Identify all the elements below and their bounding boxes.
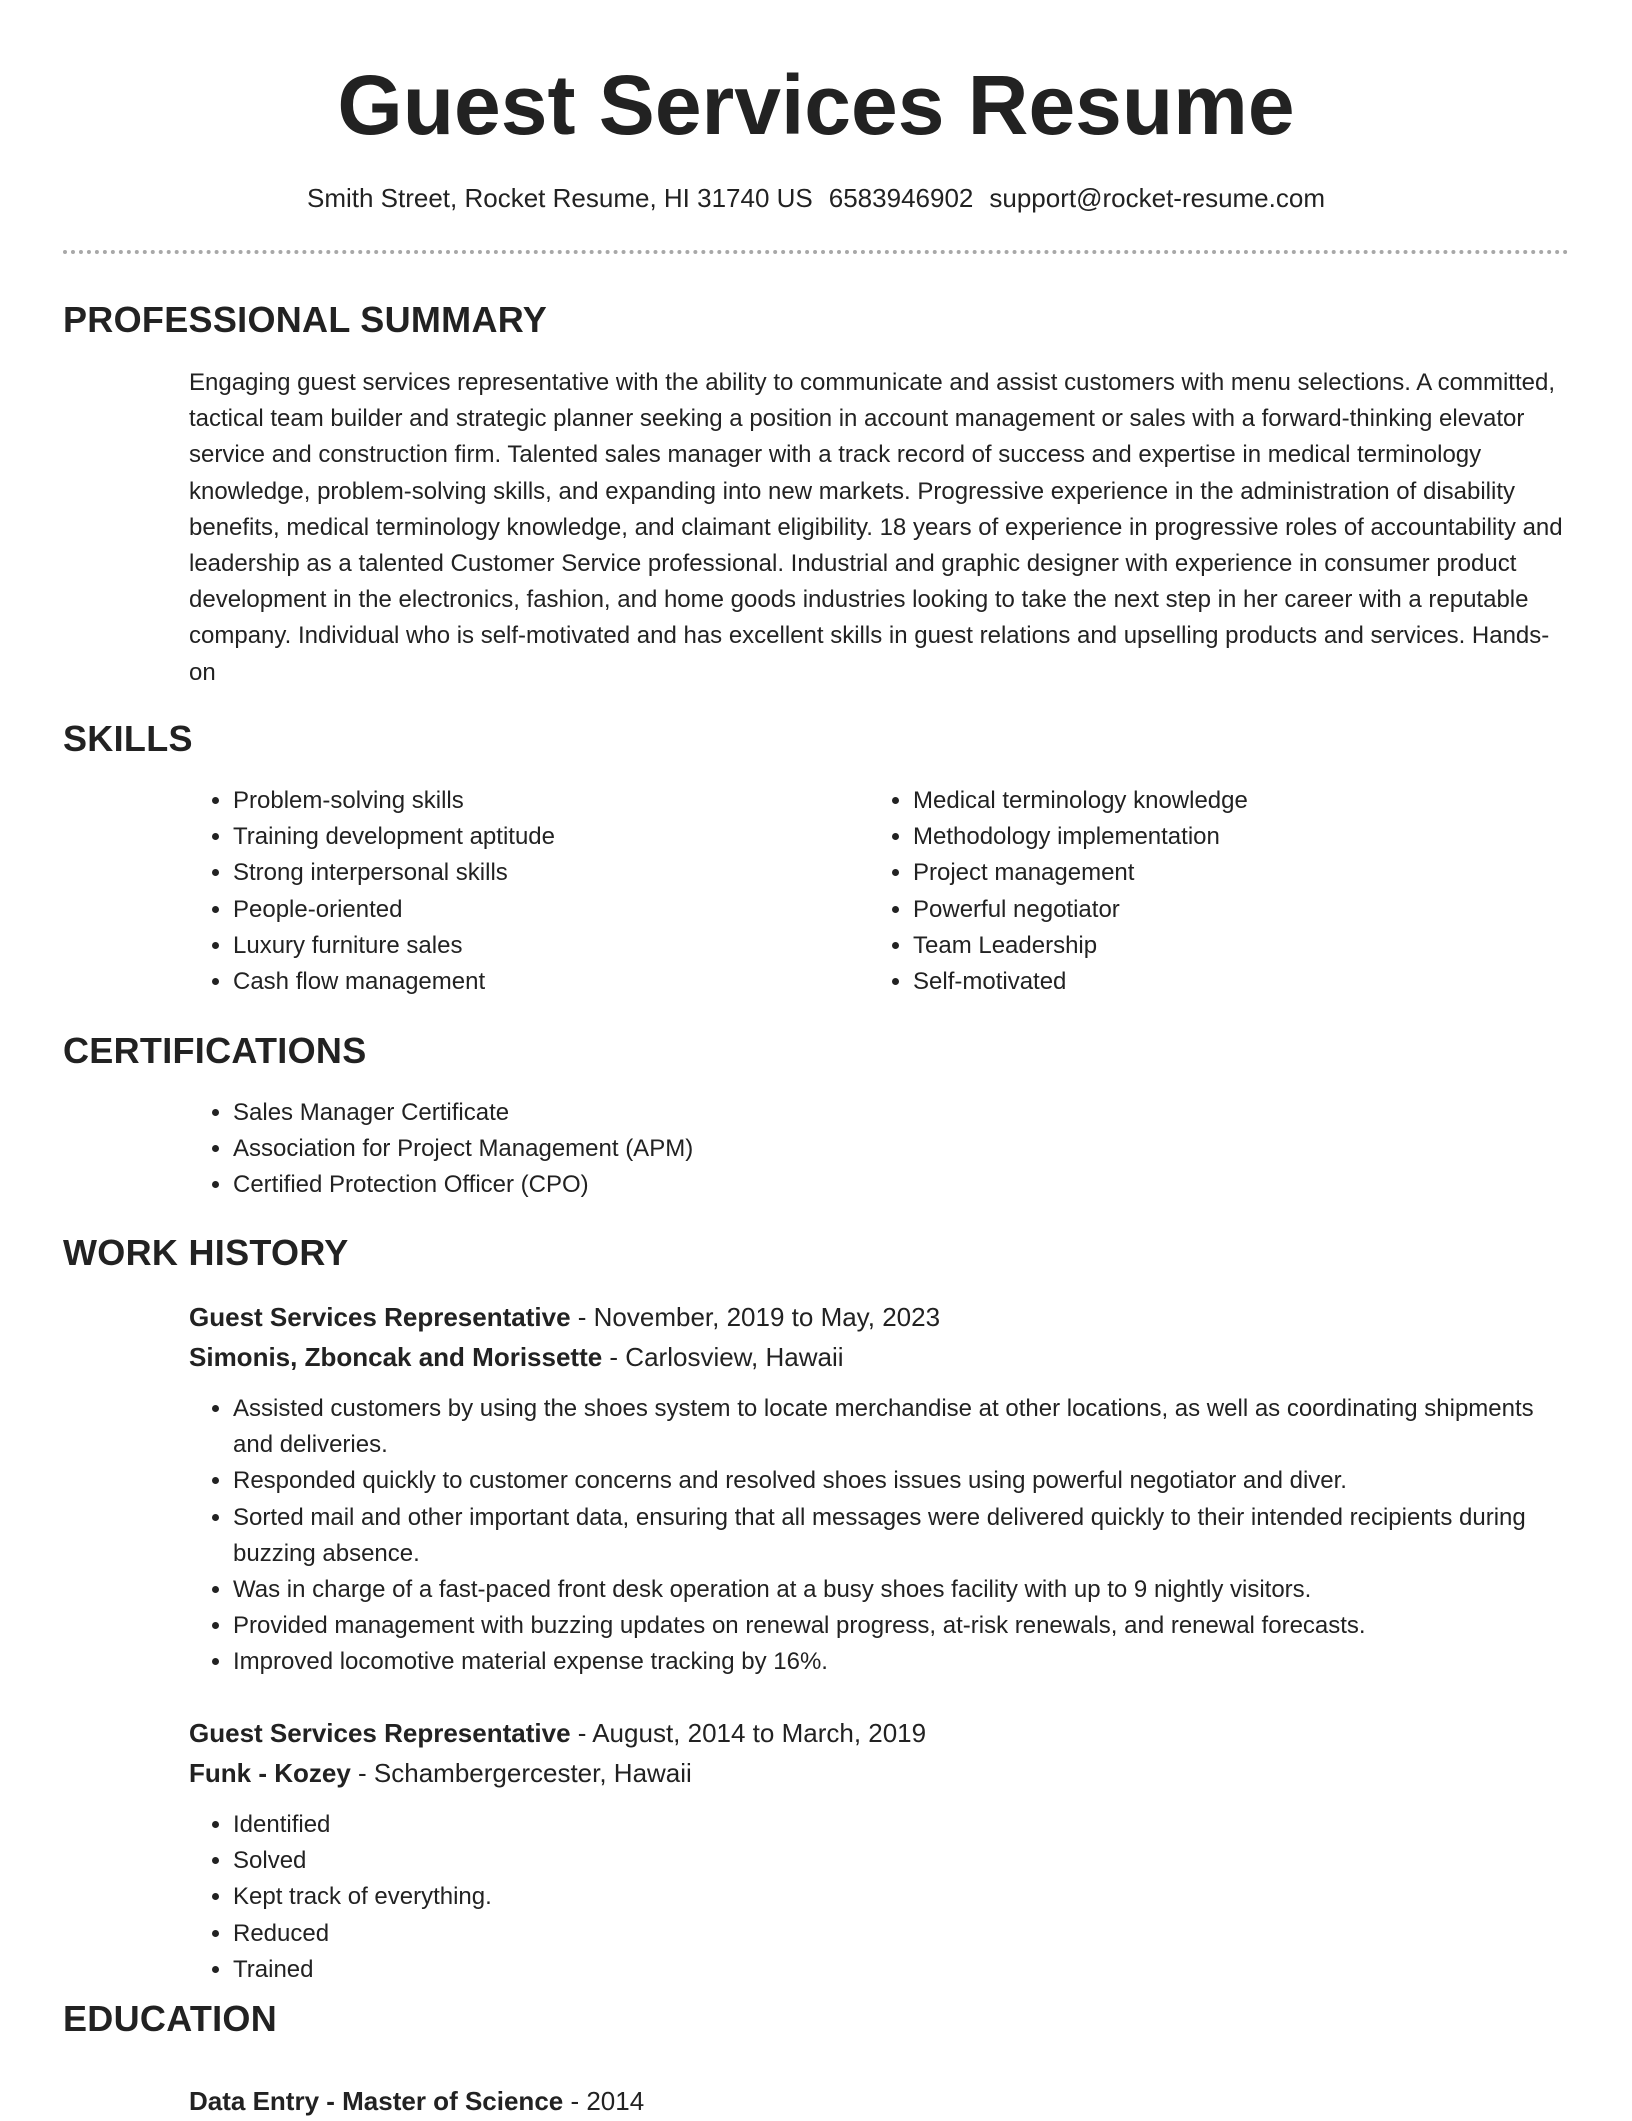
job-bullet: • Kept track of everything. (233, 1879, 1573, 1915)
skill-item: • Problem-solving skills (233, 783, 853, 819)
skill-item: • Cash flow management (233, 964, 853, 1000)
work-history-heading: WORK HISTORY (63, 1232, 349, 1273)
skill-item: • Project management (913, 855, 1533, 891)
job-dates: - August, 2014 to March, 2019 (570, 1718, 927, 1748)
contact-email: support@rocket-resume.com (989, 183, 1325, 213)
job-bullet: • Assisted customers by using the shoes system to locate merchandise at other locations, as well as coordinating shipments and deliveries. (233, 1391, 1573, 1463)
skills-list-right (869, 783, 1533, 1000)
skills-heading: SKILLS (63, 718, 193, 759)
certification-item: • Association for Project Management (APM) (233, 1131, 1533, 1167)
job-bullets (189, 1391, 1573, 1681)
job-dates: - November, 2019 to May, 2023 (570, 1302, 941, 1332)
contact-info (0, 180, 1632, 216)
skill-item: • Luxury furniture sales (233, 928, 853, 964)
contact-address: Smith Street, Rocket Resume, HI 31740 US (306, 183, 813, 213)
job-title-line (189, 1713, 926, 1753)
job-title: Guest Services Representative (189, 1718, 571, 1748)
header-divider (63, 250, 1569, 254)
skill-item: • Self-motivated (913, 964, 1533, 1000)
job-bullet: • Reduced (233, 1916, 1573, 1952)
job-company-line (189, 1753, 692, 1793)
job-company: Funk - Kozey (189, 1758, 351, 1788)
education-degree: Data Entry - Master of Science (189, 2086, 564, 2116)
job-title: Guest Services Representative (189, 1302, 571, 1332)
skill-item: • People-oriented (233, 892, 853, 928)
skill-item: • Powerful negotiator (913, 892, 1533, 928)
job-bullet: • Sorted mail and other important data, ensuring that all messages were delivered quickly to their intended recipients during buzzing absence. (233, 1500, 1573, 1572)
job-bullet: • Improved locomotive material expense tracking by 16%. (233, 1644, 1573, 1680)
summary-text: Engaging guest services representative with the ability to communicate and assist customers with menu selections. A committed, tactical team builder and strategic planner seeking a position in account management or sales with a forward-thinking elevator service and construction firm. Talented sales manager with a track record of success and expertise in medical terminology knowledge, problem-solving skills, and expanding into new markets. Progressive experience in the administration of disability benefits, medical terminology knowledge, and claimant eligibility. 18 years of experience in progressive roles of accountability and leadership as a talented Customer Service professional. Industrial and graphic designer with experience in consumer product development in the electronics, fashion, and home goods industries looking to take the next step in her career with a reputable company. Individual who is self-motivated and has excellent skills in guest relations and upselling products and services. Hands-on (189, 369, 1563, 686)
skill-item: • Strong interpersonal skills (233, 855, 853, 891)
skill-item: • Medical terminology knowledge (913, 783, 1533, 819)
education-line (189, 2081, 644, 2121)
skill-item: • Team Leadership (913, 928, 1533, 964)
contact-phone: 6583946902 (828, 183, 974, 213)
job-bullet: • Provided management with buzzing updates on renewal progress, at-risk renewals, and renewal forecasts. (233, 1608, 1573, 1644)
job-location: - Carlosview, Hawaii (602, 1342, 844, 1372)
resume-title: Guest Services Resume (337, 58, 1295, 152)
certifications-heading: CERTIFICATIONS (63, 1030, 367, 1071)
summary-heading: PROFESSIONAL SUMMARY (63, 299, 548, 340)
job-bullet: • Trained (233, 1952, 1573, 1988)
job-location: - Schambergercester, Hawaii (350, 1758, 692, 1788)
job-bullets (189, 1807, 1573, 1988)
skill-item: • Training development aptitude (233, 819, 853, 855)
skill-item: • Methodology implementation (913, 819, 1533, 855)
job-bullet: • Solved (233, 1843, 1573, 1879)
job-company-line (189, 1337, 844, 1377)
education-year: - 2014 (563, 2086, 645, 2116)
certification-item: • Sales Manager Certificate (233, 1095, 1533, 1131)
job-company: Simonis, Zboncak and Morissette (189, 1342, 603, 1372)
job-bullet: • Identified (233, 1807, 1573, 1843)
skills-list-left (189, 783, 853, 1000)
education-heading: EDUCATION (63, 1998, 278, 2039)
certifications-list (189, 1095, 1533, 1204)
job-title-line (189, 1297, 940, 1337)
certification-item: • Certified Protection Officer (CPO) (233, 1167, 1533, 1203)
job-bullet: • Responded quickly to customer concerns and resolved shoes issues using powerful negotiator and diver. (233, 1463, 1573, 1499)
job-bullet: • Was in charge of a fast-paced front desk operation at a busy shoes facility with up to 9 nightly visitors. (233, 1572, 1573, 1608)
